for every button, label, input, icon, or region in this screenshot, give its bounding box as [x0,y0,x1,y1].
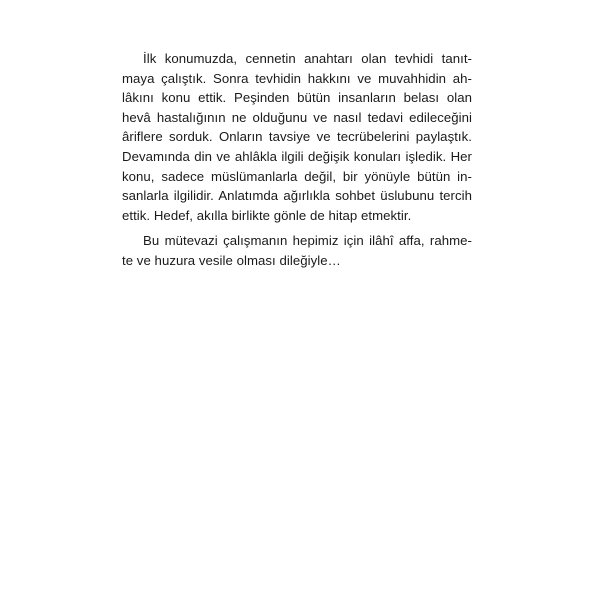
paragraph-1 [122,49,472,225]
text-line: lâkını konu ettik. Peşinden bütün insanların belası olan [122,90,472,106]
text-line: hevâ hastalığının ne olduğunu ve nasıl tedavi edileceğini [122,109,472,125]
text-line: te ve huzura vesile olması dileğiyle… [122,252,341,268]
paragraph-2 [122,231,472,270]
body-text [122,49,472,277]
text-line: âriflere sorduk. Onların tavsiye ve tecrübelerini paylaştık. [122,129,472,145]
text-line: Bu mütevazi çalışmanın hepimiz için ilâhî affa, rahme- [143,233,472,249]
text-line: ettik. Hedef, akılla birlikte gönle de hitap etmektir. [122,207,412,223]
text-line: sanlarla ilgilidir. Anlatımda ağırlıkla sohbet üslubunu tercih [122,188,472,204]
text-line: İlk konumuzda, cennetin anahtarı olan tevhidi tanıt- [143,51,472,66]
text-line: maya çalıştık. Sonra tevhidin hakkını ve muvahhidin ah- [122,70,472,86]
text-line: konu, sadece müslümanlarla değil, bir yönüyle bütün in- [122,168,472,184]
text-line: Devamında din ve ahlâkla ilgili değişik konuları işledik. Her [122,148,472,164]
